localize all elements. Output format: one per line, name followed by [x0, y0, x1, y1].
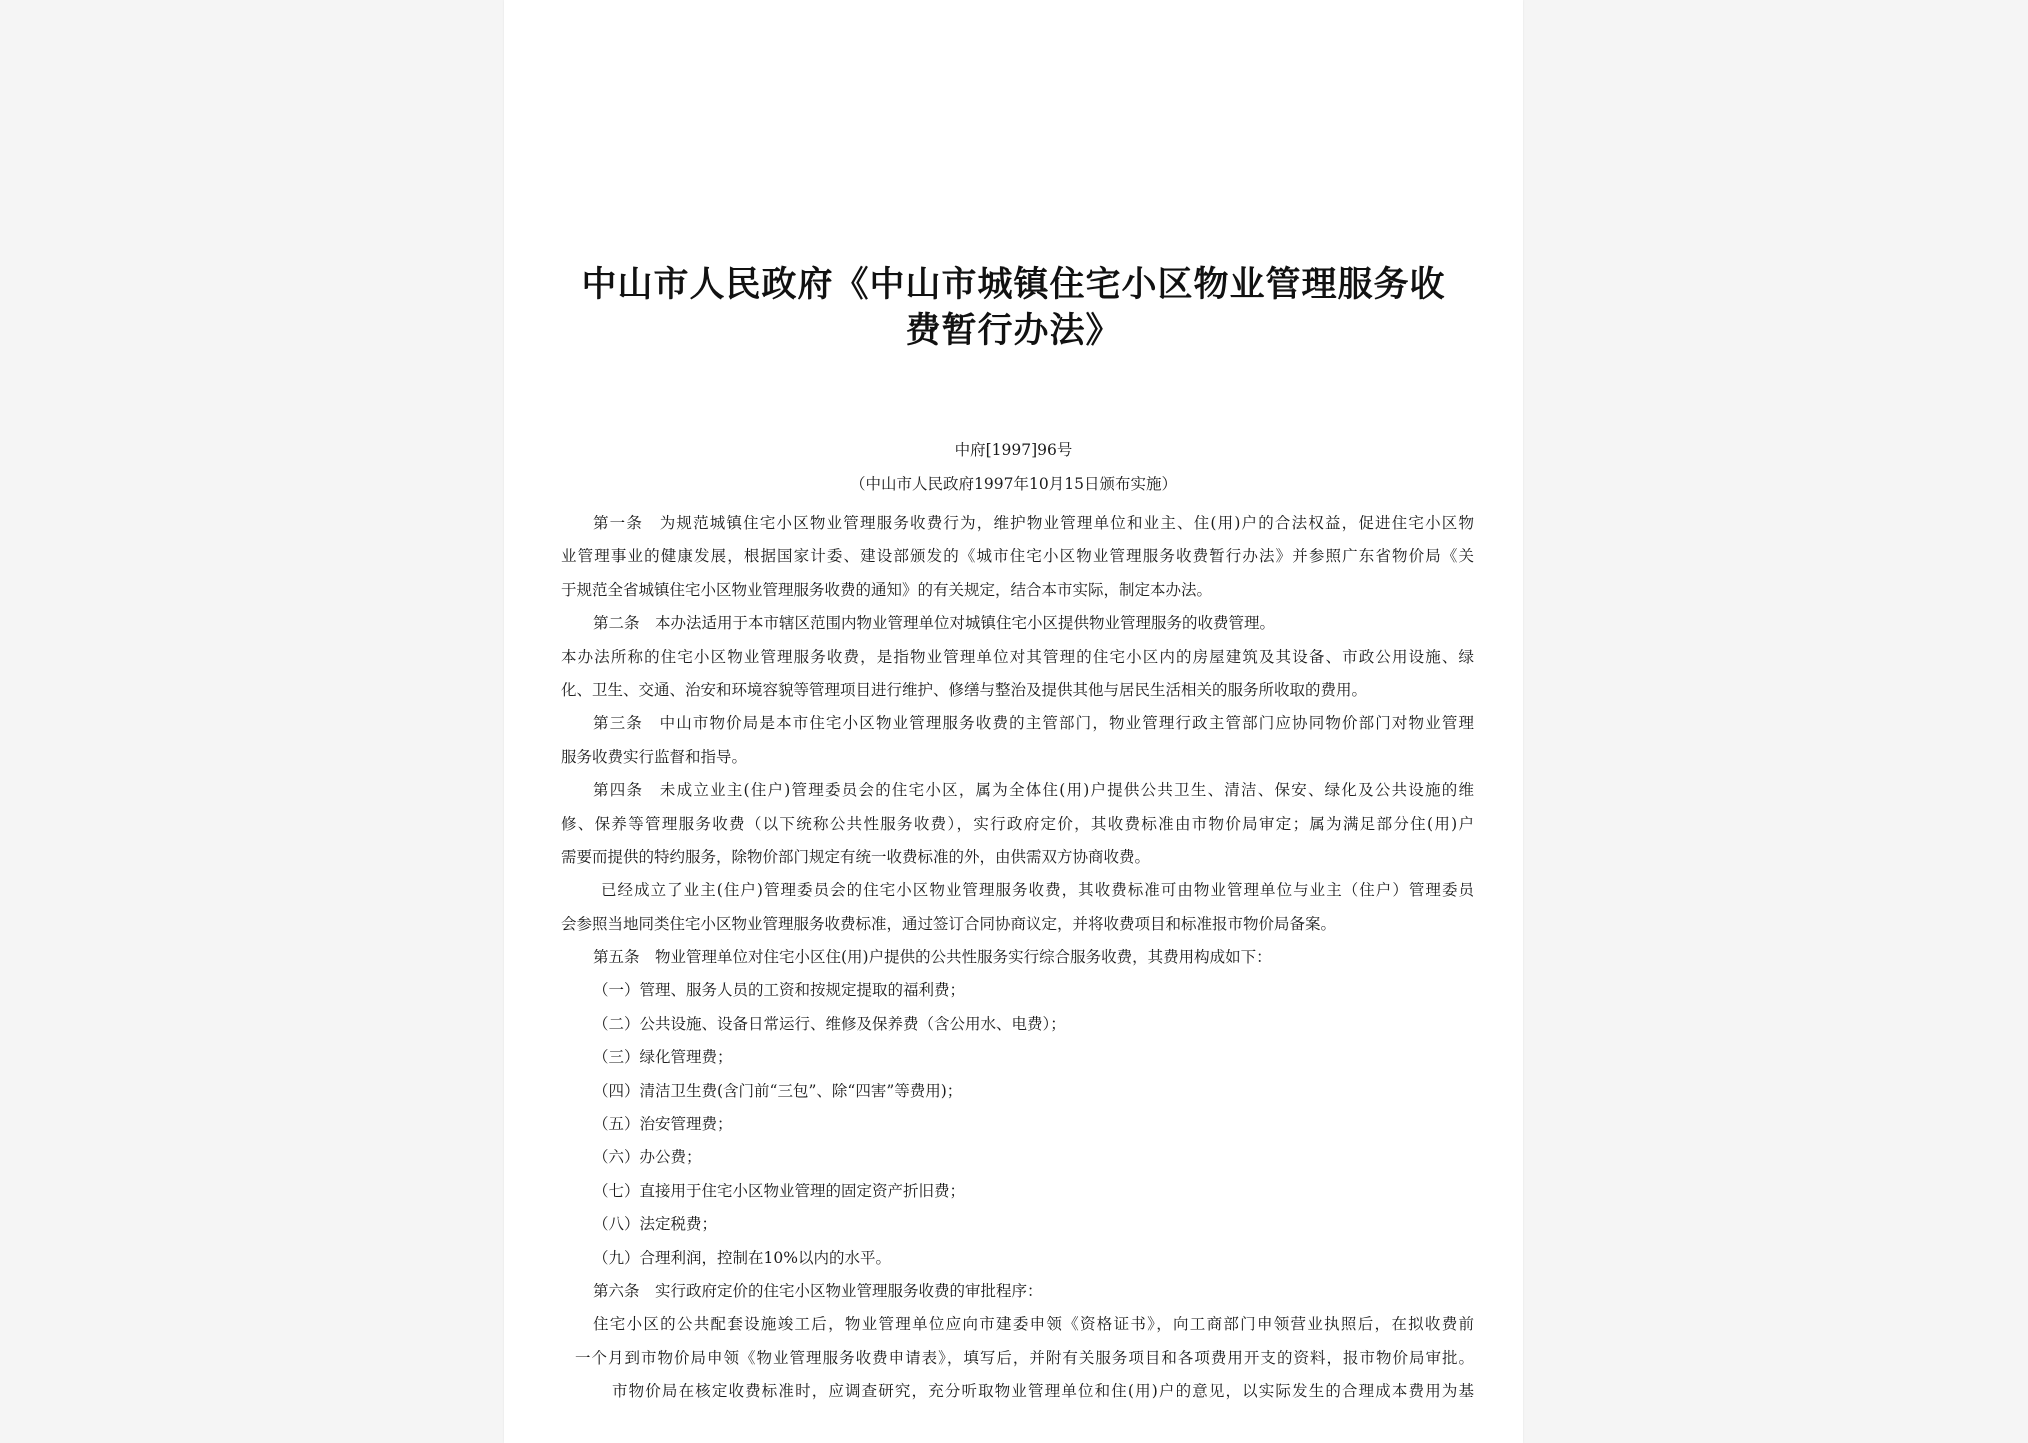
body-line: 第六条 实行政府定价的住宅小区物业管理服务收费的审批程序： — [593, 1281, 1043, 1300]
body-line: 本办法所称的住宅小区物业管理服务收费，是指物业管理单位对其管理的住宅小区内的房屋建筑及其设备、市政公用设施、绿 — [561, 647, 1474, 666]
body-line: （二）公共设施、设备日常运行、维修及保养费（含公用水、电费）； — [593, 1014, 1066, 1033]
body-line: 业管理事业的健康发展，根据国家计委、建设部颁发的《城市住宅小区物业管理服务收费暂行办法》并参照广东省物价局《关 — [561, 547, 1474, 566]
body-line: （五）治安管理费； — [593, 1115, 733, 1134]
body-line: 会参照当地同类住宅小区物业管理服务收费标准，通过签订合同协商议定，并将收费项目和标准报市物价局备案。 — [561, 914, 1337, 933]
document-body — [561, 507, 1474, 1409]
body-line: 第五条 物业管理单位对住宅小区住(用)户提供的公共性服务实行综合服务收费，其费用构成如下： — [593, 948, 1272, 967]
body-line: 住宅小区的公共配套设施竣工后，物业管理单位应向市建委申领《资格证书》，向工商部门申领营业执照后，在拟收费前 — [593, 1315, 1474, 1334]
body-line: （三）绿化管理费； — [593, 1048, 733, 1067]
document-page — [504, 0, 1523, 1443]
body-line: 第三条 中山市物价局是本市住宅小区物业管理服务收费的主管部门，物业管理行政主管部门应协同物价部门对物业管理 — [593, 714, 1474, 733]
body-line: 第二条 本办法适用于本市辖区范围内物业管理单位对城镇住宅小区提供物业管理服务的收费管理。 — [593, 614, 1276, 633]
body-line: 修、保养等管理服务收费（以下统称公共性服务收费），实行政府定价，其收费标准由市物价局审定；属为满足部分住(用)户 — [561, 814, 1474, 833]
body-line: 市物价局在核定收费标准时，应调查研究，充分听取物业管理单位和住(用)户的意见，以实际发生的合理成本费用为基 — [612, 1382, 1474, 1401]
title-line-2: 费暂行办法》 — [905, 311, 1122, 351]
body-line: （八）法定税费； — [593, 1215, 718, 1234]
body-line: （九）合理利润，控制在10%以内的水平。 — [593, 1248, 891, 1267]
body-line: 于规范全省城镇住宅小区物业管理服务收费的通知》的有关规定，结合本市实际，制定本办法。 — [561, 580, 1213, 599]
body-line: 一个月到市物价局申领《物业管理服务收费申请表》，填写后，并附有关服务项目和各项费用开支的资料，报市物价局审批。 — [575, 1348, 1474, 1367]
body-line: （一）管理、服务人员的工资和按规定提取的福利费； — [593, 981, 966, 1000]
body-line: 服务收费实行监督和指导。 — [561, 747, 748, 766]
body-line: （四）清洁卫生费(含门前“三包”、除“四害”等费用)； — [593, 1081, 963, 1100]
body-line: 第一条 为规范城镇住宅小区物业管理服务收费行为，维护物业管理单位和业主、住(用)户的合法权益，促进住宅小区物 — [593, 514, 1474, 532]
body-line: 化、卫生、交通、治安和环境容貌等管理项目进行维护、修缮与整治及提供其他与居民生活相关的服务所收取的费用。 — [561, 680, 1368, 699]
body-line: 第四条 未成立业主(住户)管理委员会的住宅小区，属为全体住(用)户提供公共卫生、清洁、保安、绿化及公共设施的维 — [593, 781, 1474, 800]
body-line: （六）办公费； — [593, 1148, 702, 1167]
issue-note: （中山市人民政府1997年10月15日颁布实施） — [850, 475, 1177, 493]
document-number: 中府[1997]96号 — [954, 441, 1073, 459]
body-line: 需要而提供的特约服务，除物价部门规定有统一收费标准的外，由供需双方协商收费。 — [561, 847, 1151, 866]
body-line: 已经成立了业主(住户)管理委员会的住宅小区物业管理服务收费，其收费标准可由物业管理单位与业主（住户）管理委员 — [601, 881, 1474, 900]
document-title — [544, 262, 1483, 354]
body-line: （七）直接用于住宅小区物业管理的固定资产折旧费； — [593, 1181, 966, 1200]
title-line-1: 中山市人民政府《中山市城镇住宅小区物业管理服务收 — [581, 265, 1446, 305]
